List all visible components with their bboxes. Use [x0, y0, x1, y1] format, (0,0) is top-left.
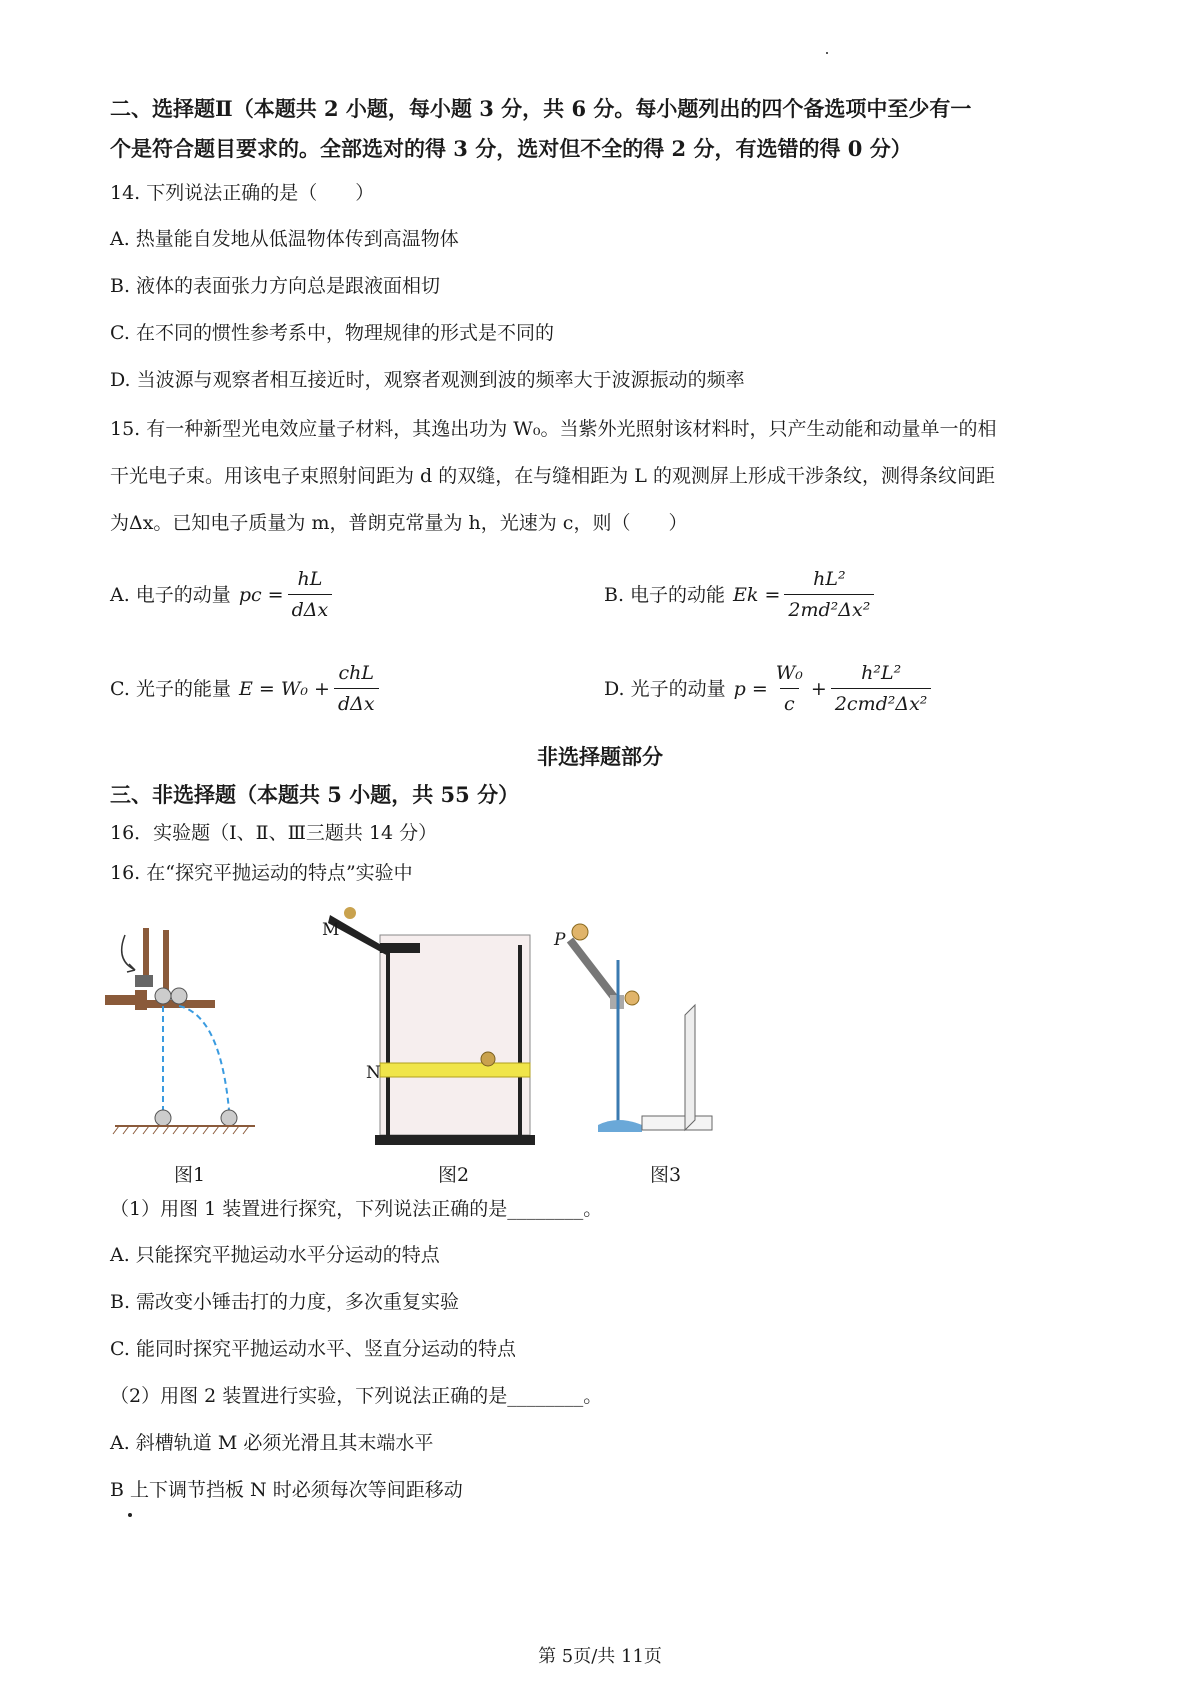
ball-at-end	[625, 991, 639, 1005]
q15-option-b-lhs: Ek =	[733, 583, 781, 606]
q14-option-c: C. 在不同的惯性参考系中，物理规律的形式是不同的	[110, 322, 554, 344]
hammer-arrow-icon	[122, 935, 135, 970]
q15-stem-line1: 15. 有一种新型光电效应量子材料，其逸出功为 W₀。当紫外光照射该材料时，只产生动能和动量单一的相	[110, 418, 997, 440]
ball-on-incline	[572, 924, 588, 940]
figure1-label: 图1	[174, 1164, 206, 1186]
ball-a-landed	[155, 1110, 171, 1126]
option-b-dot	[128, 1513, 132, 1517]
q15-option-a-fraction	[288, 566, 333, 623]
baffle-N	[380, 1063, 530, 1077]
q14-option-a: A. 热量能自发地从低温物体传到高温物体	[110, 228, 459, 250]
parabolic-trajectory	[179, 1006, 229, 1110]
backboard	[380, 935, 530, 1135]
q15-stem-line3: 为Δx。已知电子质量为 m，普朗克常量为 h，光速为 c，则（ ）	[110, 512, 688, 534]
figure3-label: 图3	[650, 1164, 682, 1186]
figure2-label: 图2	[438, 1164, 470, 1186]
figure2-label-M: M	[322, 920, 340, 940]
q16-1-option-c: C. 能同时探究平抛运动水平、竖直分运动的特点	[110, 1338, 516, 1360]
page-footer: 第 5页/共 11页	[538, 1646, 662, 1667]
hammer-handle	[143, 928, 149, 983]
figure2-drawing	[320, 895, 540, 1155]
q15-option-d	[604, 660, 935, 717]
q15-option-b	[604, 566, 878, 623]
ball-on-baffle	[481, 1052, 495, 1066]
q15-option-b-numerator: hL²	[813, 568, 846, 590]
q15-option-d-fraction2	[831, 660, 932, 717]
q15-option-d-numerator1: W₀	[775, 662, 803, 684]
section3-heading: 三、非选择题（本题共 5 小题，共 55 分）	[110, 782, 520, 807]
q15-option-d-plus: +	[810, 677, 827, 700]
q15-option-a-denominator: dΔx	[288, 594, 333, 623]
part-title: 非选择题部分	[537, 744, 663, 769]
q14-stem: 14. 下列说法正确的是（ ）	[110, 182, 375, 204]
q14-option-b: B. 液体的表面张力方向总是跟液面相切	[110, 275, 441, 297]
figure3-drawing	[550, 920, 720, 1140]
q15-option-d-lhs: p =	[733, 677, 768, 700]
section2-heading-line2: 个是符合题目要求的。全部选对的得 3 分，选对但不全的得 2 分，有选错的得 0 分）	[110, 136, 912, 161]
q15-option-c-denominator: dΔx	[334, 688, 379, 717]
vertical-board	[685, 1005, 695, 1130]
section2-heading-line1: 二、选择题Ⅱ（本题共 2 小题，每小题 3 分，共 6 分。每小题列出的四个备选项中至少有一	[110, 96, 972, 121]
q16-2-stem: （2）用图 2 装置进行实验，下列说法正确的是________。	[110, 1385, 603, 1407]
q15-option-a	[110, 566, 336, 623]
q15-option-c-numerator: chL	[338, 662, 374, 684]
figure1-drawing	[105, 920, 265, 1140]
q16-2-option-b: B 上下调节挡板 N 时必须每次等间距移动	[110, 1479, 463, 1501]
board-base	[642, 1116, 712, 1130]
q16-1-option-a: A. 只能探究平抛运动水平分运动的特点	[110, 1244, 440, 1266]
q15-stem-line2: 干光电子束。用该电子束照射间距为 d 的双缝，在与缝相距为 L 的观测屏上形成干涉条纹，测得条纹间距	[110, 465, 995, 487]
q15-option-c-lhs: E = W₀ +	[238, 677, 330, 700]
q16-2-option-a: A. 斜槽轨道 M 必须光滑且其末端水平	[110, 1432, 434, 1454]
q16-1-stem: （1）用图 1 装置进行探究，下列说法正确的是________。	[110, 1198, 603, 1220]
q15-option-d-denominator1: c	[780, 688, 799, 717]
q15-option-a-numerator: hL	[297, 568, 323, 590]
base-plate	[375, 1135, 535, 1145]
q15-option-a-text: A. 电子的动量	[110, 583, 231, 606]
q15-option-c	[110, 660, 383, 717]
q16-1-option-b: B. 需改变小锤击打的力度，多次重复实验	[110, 1291, 460, 1313]
q15-option-b-fraction	[784, 566, 874, 623]
q15-option-d-numerator2: h²L²	[861, 662, 902, 684]
q15-option-b-denominator: 2md²Δx²	[784, 594, 874, 623]
q16-intro: 16．实验题（Ⅰ、Ⅱ、Ⅲ三题共 14 分）	[110, 822, 438, 844]
scan-speck	[826, 52, 828, 54]
q15-option-d-text: D. 光子的动量	[604, 677, 726, 700]
chute-end	[380, 943, 420, 953]
ground-hatch	[113, 1126, 249, 1134]
q15-option-b-text: B. 电子的动能	[604, 583, 726, 606]
q14-option-d: D. 当波源与观察者相互接近时，观察者观测到波的频率大于波源振动的频率	[110, 369, 745, 391]
figure3-label-P: P	[554, 930, 566, 950]
figure2-label-N: N	[366, 1063, 381, 1083]
ball-b	[171, 988, 187, 1004]
ball-on-chute	[344, 907, 356, 919]
ball-b-landed	[221, 1110, 237, 1126]
stand-pole	[163, 930, 169, 990]
q15-option-a-lhs: pc =	[238, 583, 284, 606]
q16-stem: 16. 在“探究平抛运动的特点”实验中	[110, 862, 413, 884]
hammer-head	[135, 975, 153, 987]
stand-base	[598, 1120, 642, 1132]
q15-option-d-fraction1	[772, 660, 807, 717]
ball-a	[155, 988, 171, 1004]
q15-option-d-denominator2: 2cmd²Δx²	[831, 688, 932, 717]
q15-option-c-text: C. 光子的能量	[110, 677, 231, 700]
q15-option-c-fraction	[334, 660, 379, 717]
